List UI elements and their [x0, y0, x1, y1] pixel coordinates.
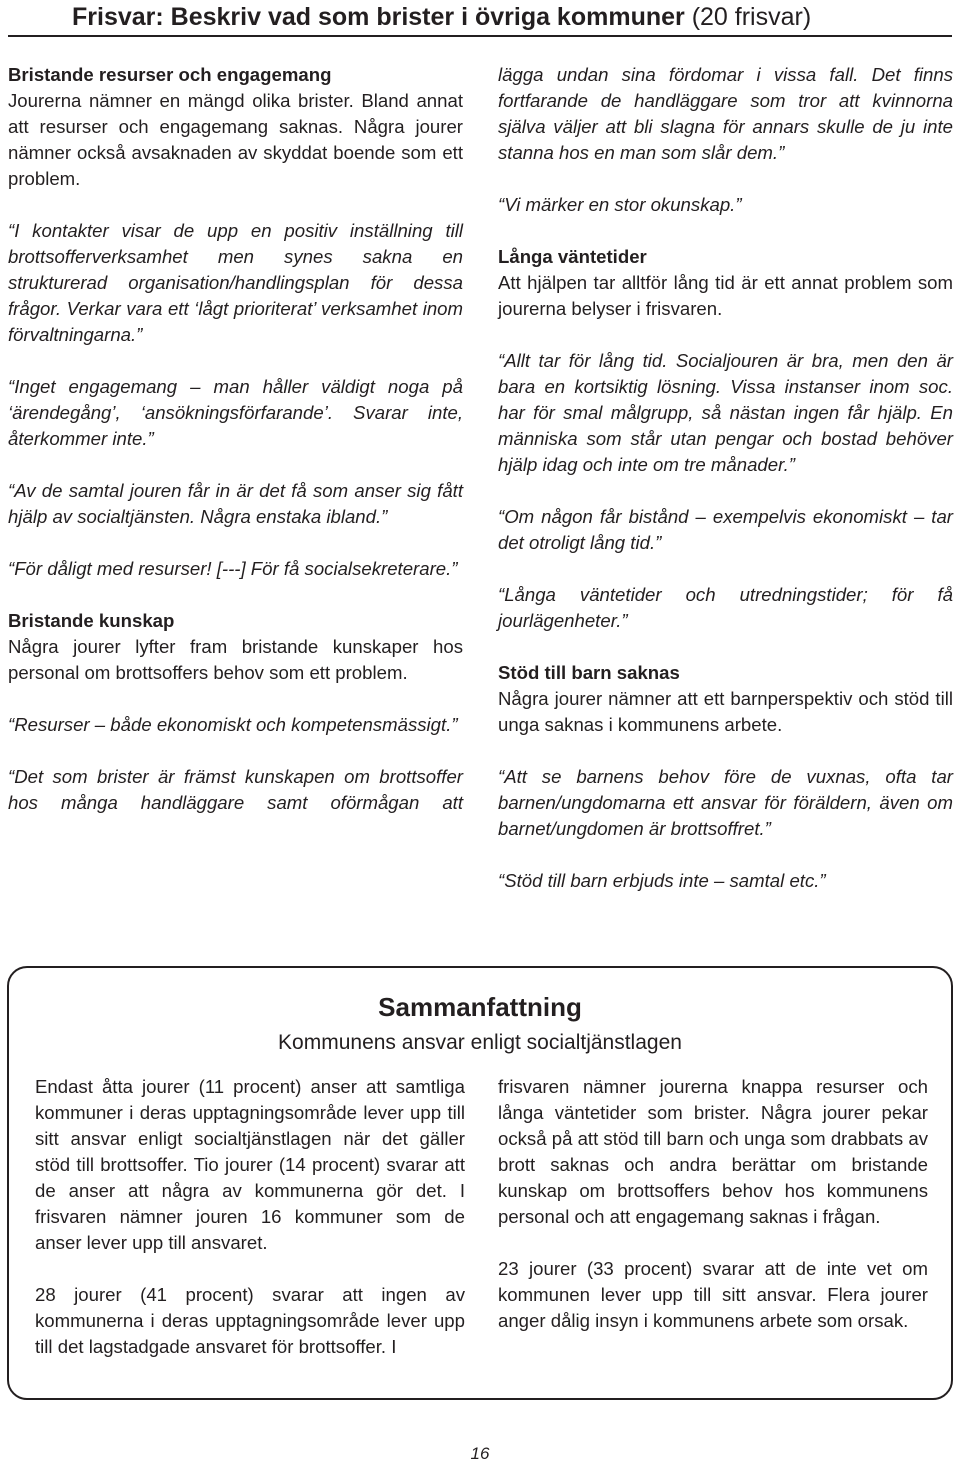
- summary-title: Sammanfattning: [378, 992, 582, 1022]
- quote-9: “Om någon får bistånd – exempelvis ekonomiskt – tar det otroligt lång tid.”: [498, 506, 953, 553]
- heading-children: Stöd till barn saknas: [498, 662, 680, 683]
- heading-wait: Långa väntetider: [498, 246, 647, 267]
- quote-4: “För dåligt med resurser! [---] För få socialsekreterare.”: [8, 558, 458, 579]
- page-number: 16: [470, 1444, 490, 1463]
- paragraph-children: Några jourer nämner att ett barnperspektiv och stöd till unga saknas i kommunens arbete.: [498, 688, 953, 735]
- quote-6-end: lägga undan sina fördomar i vissa fall. Det finns fortfarande de handläggare som tror att kvinnorna själva väljer att bli slagna för annars skulle de ju inte stanna hos en man som slår dem.”: [498, 64, 953, 163]
- page-title: [8, 0, 952, 32]
- quote-5: “Resurser – både ekonomiskt och kompetensmässigt.”: [8, 714, 458, 735]
- paragraph-knowledge: Några jourer lyfter fram bristande kunskaper hos personal om brottsoffers behov som ett problem.: [8, 636, 463, 683]
- right-column: [498, 62, 953, 920]
- paragraph-resources: Jourerna nämner en mängd olika brister. Bland annat att resurser och engagemang saknas. Några jourer nämner också avsaknaden av skyddat boende som ett problem.: [8, 90, 463, 189]
- left-column: [8, 62, 463, 816]
- summary-paragraph: frisvaren nämner jourerna knappa resurser och långa väntetider som brister. Några jourer pekar också på att stöd till barn och unga som drabbats av brott saknas och andra berättar om bristande kunskap om brottsoffers behov hos kommunens personal och att engagemang saknas i frågan.: [498, 1076, 928, 1227]
- summary-left-column: [35, 1074, 465, 1386]
- title-text: Frisvar: Beskriv vad som brister i övriga kommuner: [72, 3, 685, 31]
- header-rule: [8, 35, 952, 37]
- summary-paragraph: 28 jourer (41 procent) svarar att ingen av kommunerna i deras upptagningsområde lever upp till det lagstadgade ansvaret för brottsoffer. I: [35, 1284, 465, 1357]
- page-header: [8, 0, 952, 37]
- heading-knowledge: Bristande kunskap: [8, 610, 175, 631]
- quote-6-start: “Det som brister är främst kunskapen om brottsoffer hos många handläggare samt oförmågan att: [8, 766, 463, 813]
- quote-10: “Långa väntetider och utredningstider; för få jourlägenheter.”: [498, 584, 953, 631]
- response-count: (20 frisvar): [691, 3, 812, 31]
- summary-subtitle: Kommunens ansvar enligt socialtjänstlagen: [278, 1031, 682, 1054]
- quote-1: “I kontakter visar de upp en positiv inställning till brottsofferverksamhet men synes sakna en strukturerad organisation/handlingsplan för dessa frågor. Verkar vara ett ‘lågt prioriterat’ verksamhet inom förvaltningarna.”: [8, 220, 463, 345]
- quote-3: “Av de samtal jouren får in är det få som anser sig fått hjälp av socialtjänsten. Några enstaka ibland.”: [8, 480, 463, 527]
- quote-7: “Vi märker en stor okunskap.”: [498, 194, 742, 215]
- quote-12: “Stöd till barn erbjuds inte – samtal etc.”: [498, 870, 826, 891]
- quote-11: “Att se barnens behov före de vuxnas, ofta tar barnen/ungdomarna ett ansvar för föräldern, även om barnet/ungdomen är brottsoffret.”: [498, 766, 953, 839]
- heading-resources: Bristande resurser och engagemang: [8, 64, 332, 85]
- summary-right-column: [498, 1074, 928, 1360]
- quote-2: “Inget engagemang – man håller väldigt noga på ‘ärendegång’, ‘ansökningsförfarande’. Svarar inte, återkommer inte.”: [8, 376, 463, 449]
- summary-box: [7, 966, 953, 1400]
- paragraph-wait: Att hjälpen tar alltför lång tid är ett annat problem som jourerna belyser i frisvaren.: [498, 272, 953, 319]
- quote-8: “Allt tar för lång tid. Socialjouren är bra, men den är bara en kortsiktig lösning. Vissa instanser inom soc. har för smal målgrupp, så nästan ingen får hjälp. En människa som står utan pengar och bostad behöver hjälp idag och inte om tre månader.”: [498, 350, 953, 475]
- summary-paragraph: Endast åtta jourer (11 procent) anser att samtliga kommuner i deras upptagningsområde lever upp till sitt ansvar enligt socialtjänstlagen när det gäller stöd till brottsoffer. Tio jourer (14 procent) svarar att de anser att några av kommunerna gör det. I frisvaren nämner jouren 16 kommuner som de anser lever upp till ansvaret.: [35, 1076, 465, 1253]
- summary-paragraph: 23 jourer (33 procent) svarar att de inte vet om kommunen lever upp till sitt ansvar. Flera jourer anger dålig insyn i kommunens arbete som orsak.: [498, 1258, 928, 1331]
